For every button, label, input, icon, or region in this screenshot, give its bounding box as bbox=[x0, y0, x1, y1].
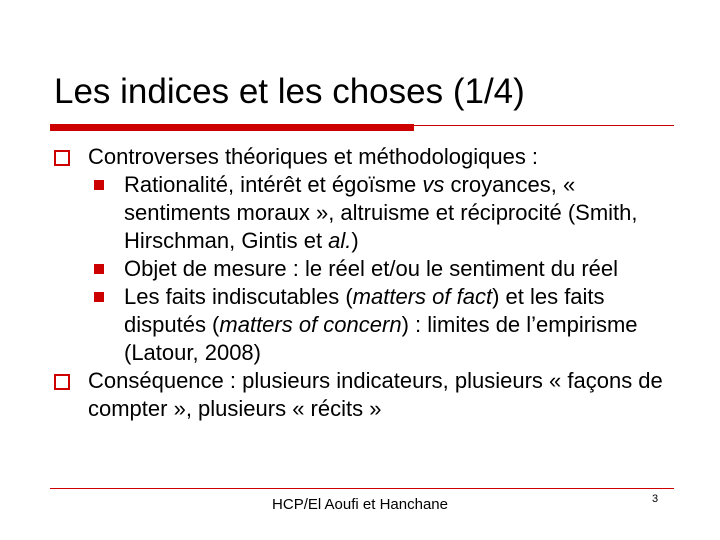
page-number: 3 bbox=[652, 493, 659, 505]
bullet-list bbox=[54, 143, 684, 423]
slide-footer: HCP/El Aoufi et Hanchane bbox=[272, 496, 448, 513]
sub-bullet-item bbox=[54, 255, 684, 283]
hollow-square-bullet-icon bbox=[54, 150, 70, 166]
bullet-item bbox=[54, 367, 684, 423]
filled-square-bullet-icon bbox=[94, 180, 104, 190]
sub-bullet-text: Rationalité, intérêt et égoïsme vs croyances, « sentiments moraux », altruisme et réciprocité (Smith, Hirschman, Gintis et al.) bbox=[124, 172, 638, 253]
sub-bullet-text: Objet de mesure : le réel et/ou le sentiment du réel bbox=[124, 256, 619, 281]
title-underline-thick bbox=[50, 124, 414, 131]
bullet-item bbox=[54, 143, 684, 171]
sub-bullet-text: Les faits indiscutables (matters of fact) et les faits disputés (matters of concern) : limites de l’empirisme (Latour, 2008) bbox=[124, 284, 638, 365]
sub-bullet-item bbox=[54, 171, 684, 255]
slide-title: Les indices et les choses (1/4) bbox=[54, 72, 525, 111]
hollow-square-bullet-icon bbox=[54, 374, 70, 390]
filled-square-bullet-icon bbox=[94, 292, 104, 302]
filled-square-bullet-icon bbox=[94, 264, 104, 274]
bullet-text: Controverses théoriques et méthodologiques : bbox=[88, 144, 539, 169]
bullet-text: Conséquence : plusieurs indicateurs, plusieurs « façons de compter », plusieurs « récits » bbox=[88, 368, 663, 421]
title-underline-thin bbox=[414, 125, 674, 126]
sub-bullet-item bbox=[54, 283, 684, 367]
footer-divider bbox=[50, 488, 674, 489]
